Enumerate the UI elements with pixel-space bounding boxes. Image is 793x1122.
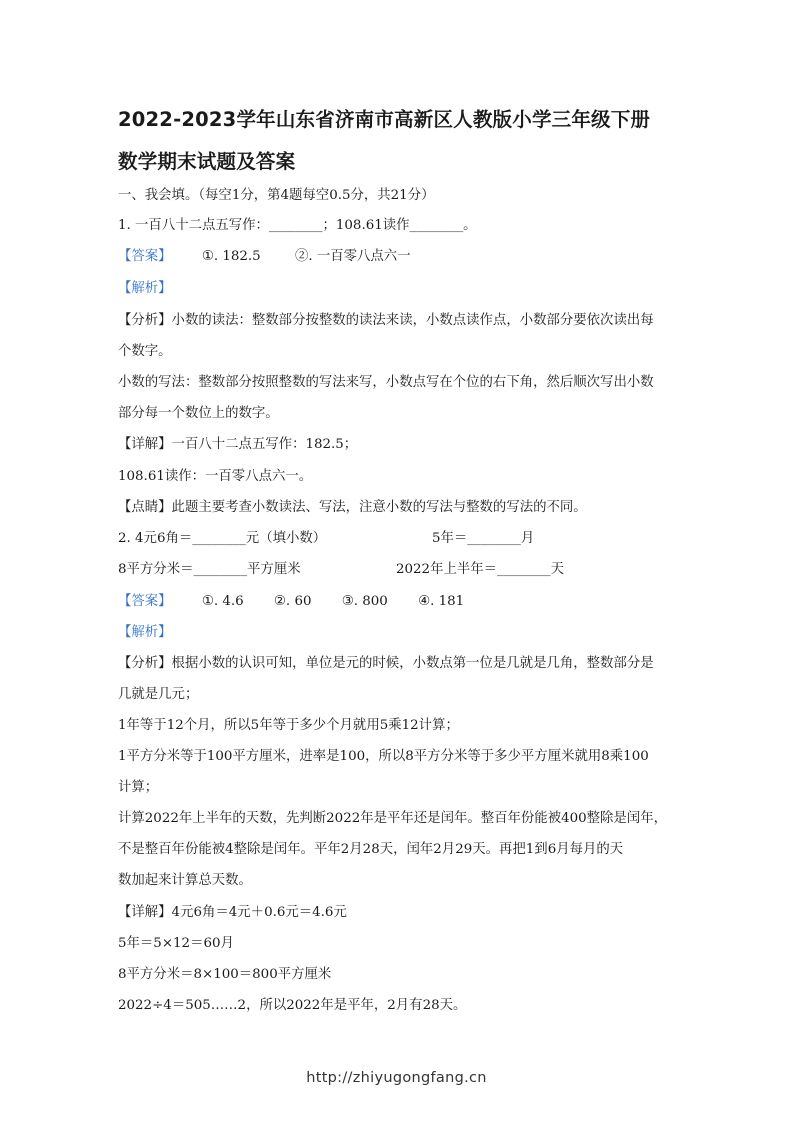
analysis-label: 【解析】: [118, 625, 172, 640]
analysis-text: 小数的写法：整数部分按照整数的写法来写，小数点写在个位的右下角，然后顺次写出小数: [118, 375, 654, 390]
question-1: 1. 一百八十二点五写作：________；108.61读作________。: [118, 218, 477, 233]
section-heading: 一、我会填。（每空1分，第4题每空0.5分，共21分）: [118, 188, 435, 203]
analysis-text: 几就是几元；: [118, 687, 199, 702]
analysis-text: 1年等于12个月，所以5年等于多少个月就用5乘12计算；: [118, 718, 459, 733]
answer-row-q1: [118, 248, 411, 266]
detail-text: 【详解】一百八十二点五写作：182.5；: [118, 437, 358, 452]
analysis-text: 计算；: [118, 780, 159, 795]
document-title-line2: 数学期末试题及答案: [118, 150, 296, 173]
document-title-line1: 2022-2023学年山东省济南市高新区人教版小学三年级下册: [118, 108, 651, 131]
question-2-part-d: 2022年上半年＝________天: [396, 562, 564, 577]
question-2-part-c: 8平方分米＝________平方厘米: [118, 562, 301, 577]
detail-text: 5年＝5×12＝60月: [118, 936, 234, 951]
detail-text: 108.61读作：一百零八点六一。: [118, 469, 313, 484]
analysis-text: 部分每一个数位上的数字。: [118, 406, 279, 421]
answer-label: 【答案】: [118, 594, 172, 609]
analysis-text: 个数字。: [118, 344, 172, 359]
answer-label: 【答案】: [118, 249, 172, 264]
answer-value: ②. 一百零八点六一: [294, 249, 411, 264]
analysis-text: 计算2022年上半年的天数，先判断2022年是平年还是闰年。整百年份能被400整除是闰年，: [118, 811, 667, 826]
answer-value: ④. 181: [418, 594, 465, 609]
comment-text: 【点睛】此题主要考查小数读法、写法，注意小数的写法与整数的写法的不同。: [118, 500, 587, 515]
footer-url: http://zhiyugongfang.cn: [306, 1070, 487, 1086]
detail-text: 8平方分米＝8×100＝800平方厘米: [118, 967, 332, 982]
analysis-text: 【分析】小数的读法：整数部分按整数的读法来读，小数点读作点，小数部分要依次读出每: [118, 313, 654, 328]
analysis-text: 不是整百年份能被4整除是闰年。平年2月28天，闰年2月29天。再把1到6月每月的天: [118, 842, 624, 857]
answer-value: ①. 4.6: [201, 594, 244, 609]
answer-row-q2: [118, 593, 464, 611]
analysis-text: 1平方分米等于100平方厘米，进率是100，所以8平方分米等于多少平方厘米就用8乘100: [118, 749, 649, 764]
analysis-text: 数加起来计算总天数。: [118, 873, 252, 888]
analysis-text: 【分析】根据小数的认识可知，单位是元的时候，小数点第一位是几就是几角，整数部分是: [118, 656, 654, 671]
answer-value: ③. 800: [341, 594, 388, 609]
answer-value: ②. 60: [273, 594, 312, 609]
analysis-label: 【解析】: [118, 281, 172, 296]
question-2-part-b: 5年＝________月: [432, 531, 535, 546]
question-2-part-a: 2. 4元6角＝________元（填小数）: [118, 531, 327, 546]
answer-value: ①. 182.5: [201, 249, 261, 264]
detail-text: 【详解】4元6角＝4元＋0.6元＝4.6元: [118, 905, 347, 920]
detail-text: 2022÷4＝505……2，所以2022年是平年，2月有28天。: [118, 998, 467, 1013]
